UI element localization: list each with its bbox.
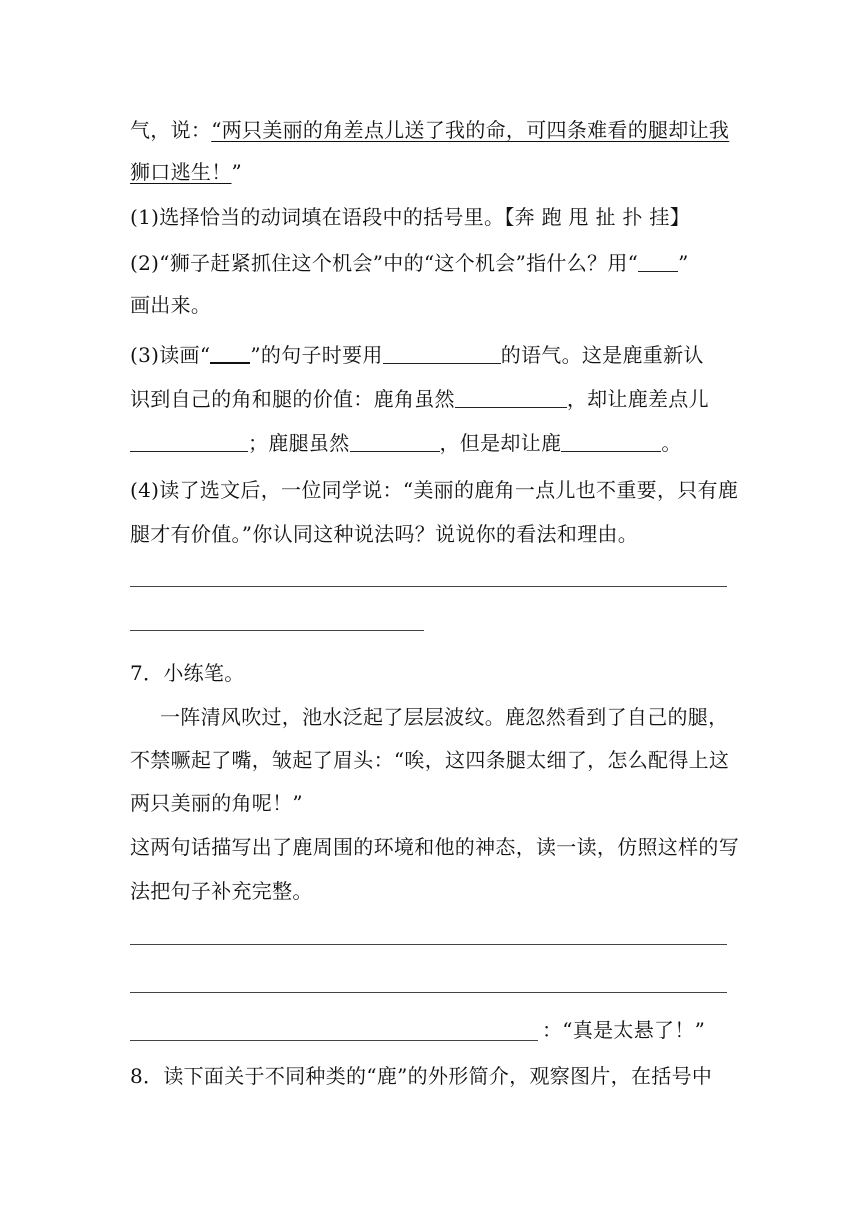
question-3-line-1 xyxy=(130,341,730,369)
answer-blank-leg-looks[interactable] xyxy=(350,431,440,452)
answer-line[interactable] xyxy=(130,992,727,993)
example-passage-line-3: 两只美丽的角呢！” xyxy=(130,791,303,815)
answer-blank-tone[interactable] xyxy=(383,343,501,364)
question-8-line-1: 8．读下面关于不同种类的“鹿”的外形简介，观察图片，在括号中 xyxy=(130,1064,713,1088)
question-4-line-2: 腿才有价值。”你认同这种说法吗？说说你的看法和理由。 xyxy=(130,522,639,546)
question-1: (1)选择恰当的动词填在语段中的括号里。【奔 跑 甩 扯 扑 挂】 xyxy=(130,205,691,229)
answer-line[interactable] xyxy=(130,1040,538,1041)
question-3-line-3 xyxy=(130,429,730,457)
question-7-instruction-2: 法把句子补充完整。 xyxy=(130,879,313,903)
question-4-line-1: (4)读了选文后，一位同学说：“美丽的鹿角一点儿也不重要，只有鹿 xyxy=(130,478,739,502)
underline-symbol xyxy=(210,342,250,364)
question-text: 的语气。这是鹿重新认 xyxy=(500,343,704,367)
answer-blank-antler-result[interactable] xyxy=(130,431,248,452)
underlined-sentence: “两只美丽的角差点儿送了我的命，可四条难看的腿却让我 xyxy=(211,118,730,142)
passage-text: 气，说： xyxy=(130,118,212,142)
question-text: ，却让鹿差点儿 xyxy=(566,387,709,411)
underline-symbol xyxy=(638,251,678,272)
passage-text: ” xyxy=(231,160,243,184)
passage-line-1 xyxy=(130,116,730,144)
question-text: ；鹿腿虽然 xyxy=(248,431,350,455)
question-2-line-2: 画出来。 xyxy=(130,293,212,317)
question-text: 。 xyxy=(661,431,682,455)
answer-line[interactable] xyxy=(130,944,727,945)
question-text: (3)读画“ xyxy=(130,343,211,367)
example-passage-line-2: 不禁噘起了嘴，皱起了眉头：“唉，这四条腿太细了，怎么配得上这 xyxy=(130,748,730,772)
underlined-sentence: 狮口逃生！ xyxy=(130,160,232,184)
question-text: ” xyxy=(678,251,689,275)
question-3-line-2 xyxy=(130,385,730,413)
question-7-instruction-1: 这两句话描写出了鹿周围的环境和他的神态，读一读，仿照这样的写 xyxy=(130,835,739,859)
passage-line-2 xyxy=(130,158,730,186)
answer-line[interactable] xyxy=(130,630,424,631)
answer-blank-leg-result[interactable] xyxy=(561,431,661,452)
question-text: ，但是却让鹿 xyxy=(439,431,562,455)
answer-line[interactable] xyxy=(130,586,727,587)
question-text: (2)“狮子赶紧抓住这个机会”中的“这个机会”指什么？用“ xyxy=(130,251,639,275)
question-text: ”的句子时要用 xyxy=(250,343,383,367)
question-7-title: 7．小练笔。 xyxy=(130,661,245,685)
answer-blank-antler-looks[interactable] xyxy=(455,387,567,408)
question-2-line-1 xyxy=(130,249,730,277)
question-text: 识到自己的角和腿的价值：鹿角虽然 xyxy=(130,387,455,411)
question-7-ending: ：“真是太悬了！” xyxy=(542,1018,706,1042)
example-passage-line-1: 一阵清风吹过，池水泛起了层层波纹。鹿忽然看到了自己的腿， xyxy=(160,705,729,729)
